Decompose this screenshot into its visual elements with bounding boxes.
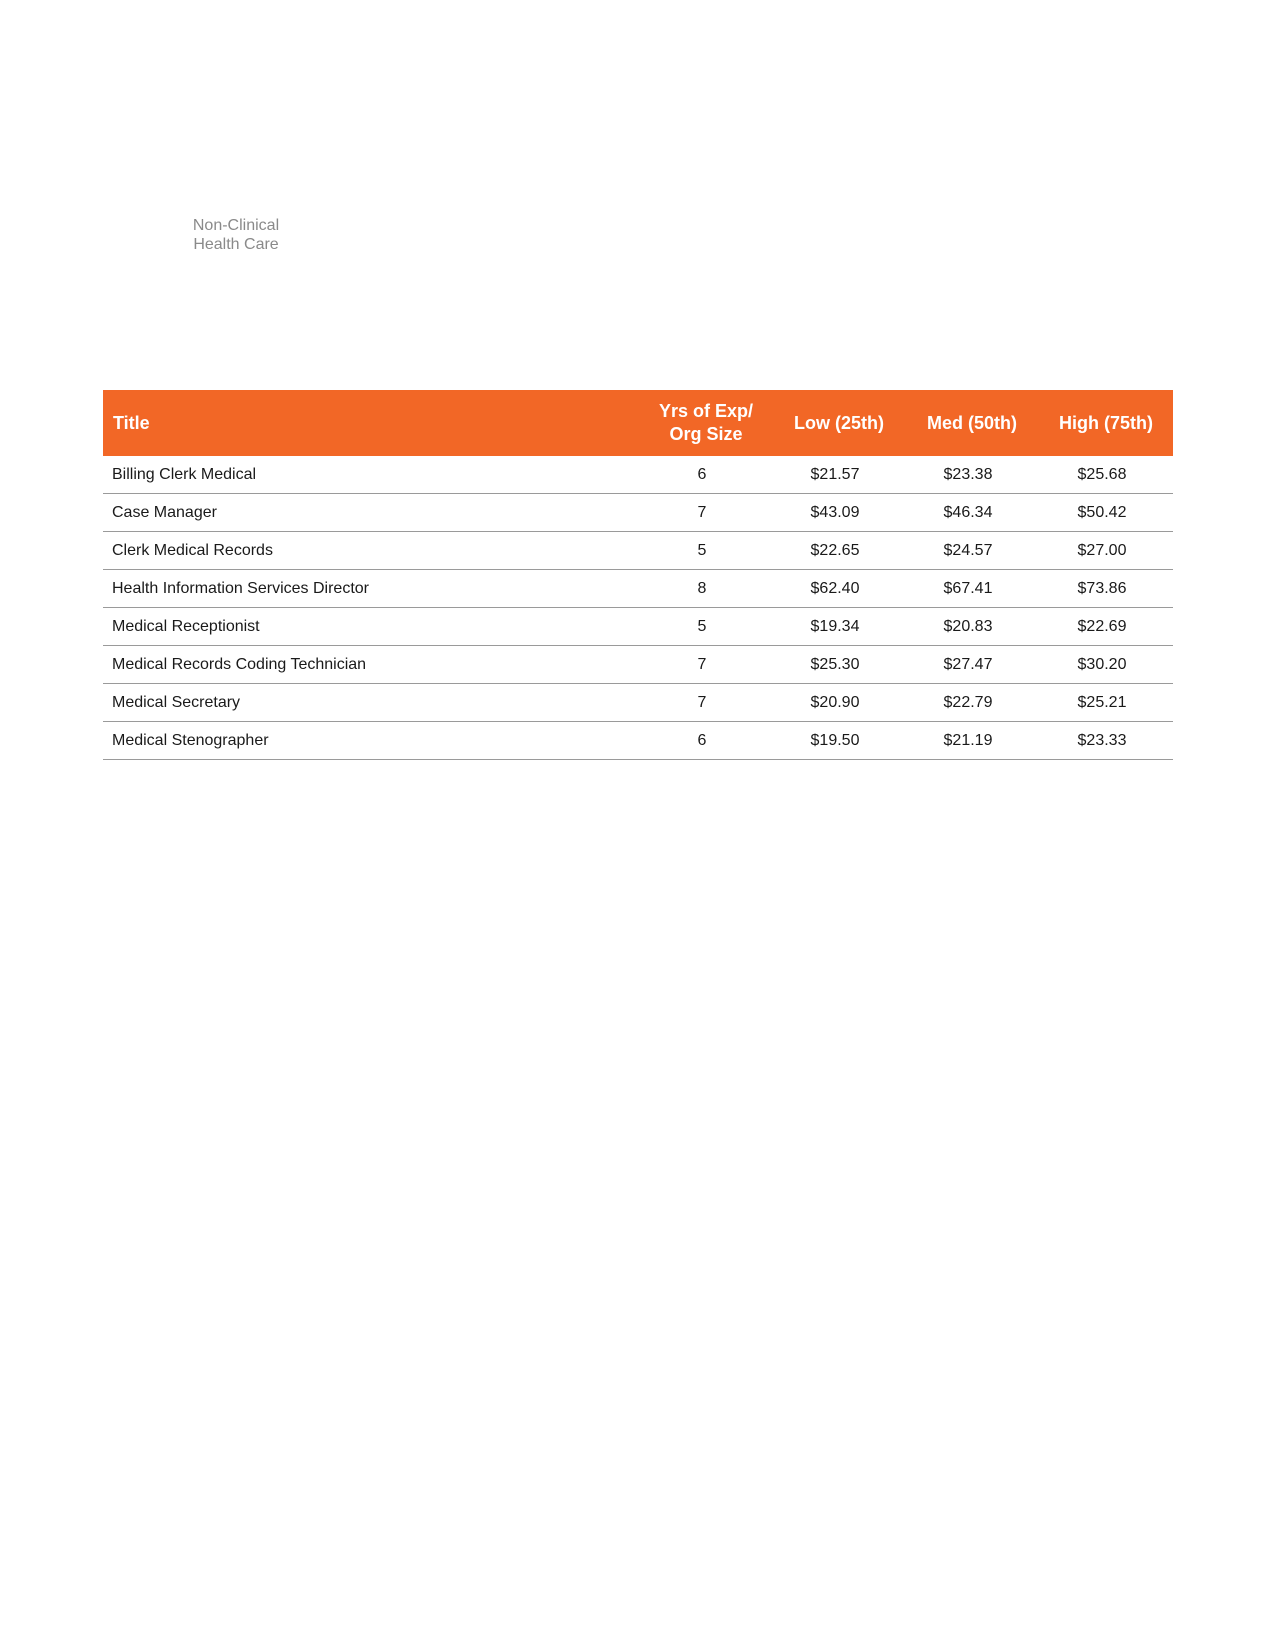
cell-med: $20.83 [905, 608, 1039, 646]
cell-yrs: 5 [639, 608, 773, 646]
cell-med: $22.79 [905, 684, 1039, 722]
cell-low: $25.30 [773, 646, 905, 684]
cell-high: $73.86 [1039, 570, 1173, 608]
cell-title: Medical Secretary [103, 684, 639, 722]
cell-low: $20.90 [773, 684, 905, 722]
cell-yrs: 7 [639, 684, 773, 722]
cell-high: $22.69 [1039, 608, 1173, 646]
cell-low: $19.50 [773, 722, 905, 760]
cell-title: Medical Stenographer [103, 722, 639, 760]
section-label-line1: Non-Clinical [192, 217, 280, 234]
cell-yrs: 7 [639, 494, 773, 532]
header-yrs-exp [639, 390, 773, 456]
cell-yrs: 6 [639, 722, 773, 760]
cell-high: $30.20 [1039, 646, 1173, 684]
cell-med: $24.57 [905, 532, 1039, 570]
cell-title: Clerk Medical Records [103, 532, 639, 570]
table-row [103, 494, 1173, 532]
cell-yrs: 5 [639, 532, 773, 570]
cell-high: $27.00 [1039, 532, 1173, 570]
cell-high: $50.42 [1039, 494, 1173, 532]
cell-high: $23.33 [1039, 722, 1173, 760]
cell-med: $23.38 [905, 456, 1039, 494]
cell-med: $46.34 [905, 494, 1039, 532]
section-label-line2: Health Care [193, 236, 279, 253]
table-row [103, 608, 1173, 646]
cell-title: Medical Receptionist [103, 608, 639, 646]
cell-title: Medical Records Coding Technician [103, 646, 639, 684]
table-row [103, 684, 1173, 722]
cell-title: Case Manager [103, 494, 639, 532]
cell-yrs: 7 [639, 646, 773, 684]
cell-title: Health Information Services Director [103, 570, 639, 608]
cell-yrs: 8 [639, 570, 773, 608]
cell-med: $67.41 [905, 570, 1039, 608]
salary-table [103, 390, 1173, 760]
header-title: Title [113, 412, 150, 433]
table-row [103, 646, 1173, 684]
cell-low: $62.40 [773, 570, 905, 608]
cell-low: $43.09 [773, 494, 905, 532]
cell-low: $19.34 [773, 608, 905, 646]
header-yrs-line2: Org Size [669, 424, 743, 444]
cell-med: $27.47 [905, 646, 1039, 684]
table-header-row [103, 390, 1173, 456]
header-high: High (75th) [1059, 412, 1153, 433]
cell-high: $25.21 [1039, 684, 1173, 722]
cell-title: Billing Clerk Medical [103, 456, 639, 494]
cell-yrs: 6 [639, 456, 773, 494]
cell-high: $25.68 [1039, 456, 1173, 494]
table-row [103, 532, 1173, 570]
cell-low: $21.57 [773, 456, 905, 494]
table-row [103, 570, 1173, 608]
header-low: Low (25th) [794, 412, 884, 433]
table-row [103, 456, 1173, 494]
cell-med: $21.19 [905, 722, 1039, 760]
header-med: Med (50th) [927, 412, 1017, 433]
cell-low: $22.65 [773, 532, 905, 570]
header-yrs-line1: Yrs of Exp/ [658, 401, 754, 421]
section-label [160, 216, 312, 254]
table-row [103, 722, 1173, 760]
